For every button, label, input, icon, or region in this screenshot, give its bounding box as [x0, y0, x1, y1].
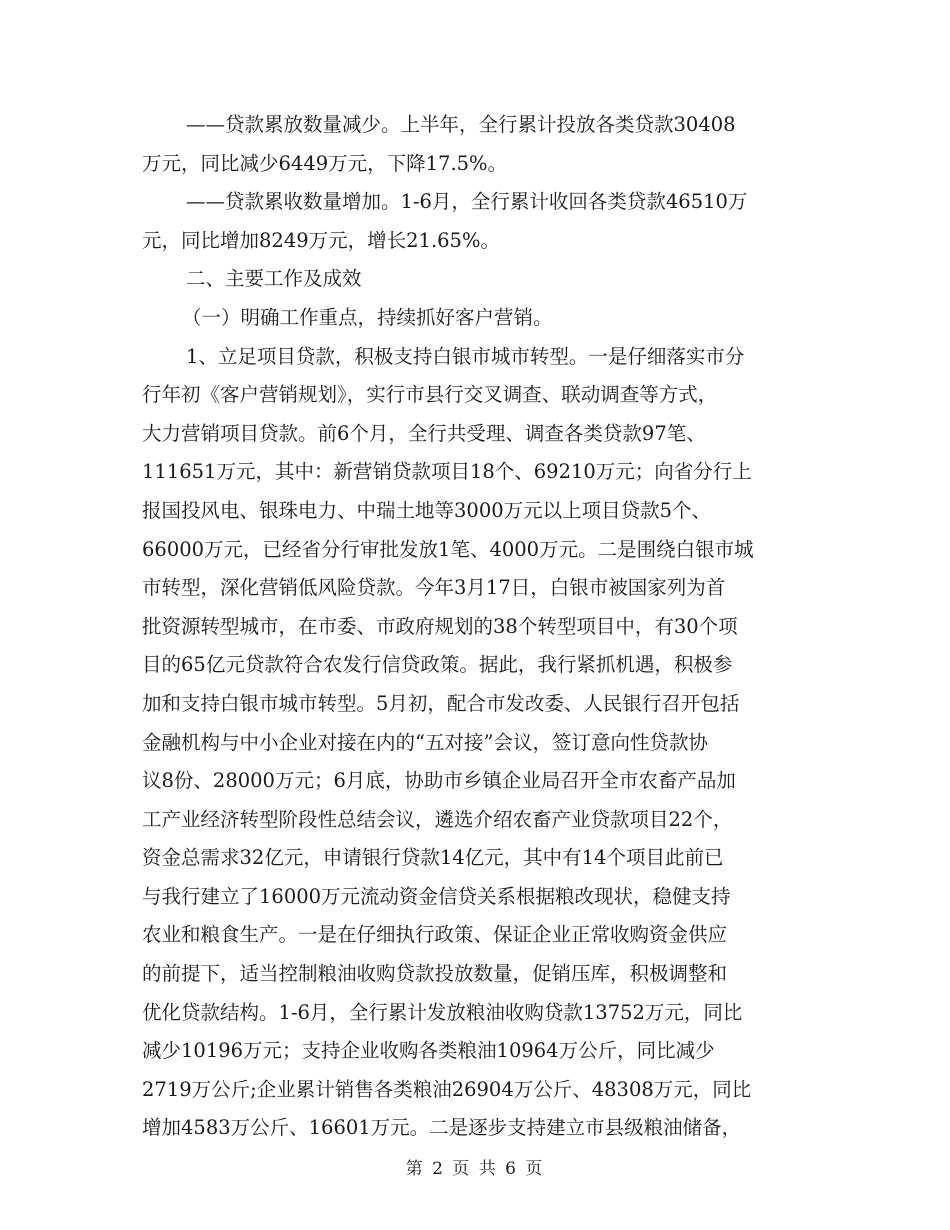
paragraph-line: 增加4583万公斤、16601万元。二是逐步支持建立市县级粮油储备， — [142, 1116, 742, 1140]
paragraph-line: 议8份、28000万元；6月底，协助市乡镇企业局召开全市农畜产品加 — [142, 769, 736, 793]
paragraph-line: 金融机构与中小企业对接在内的“五对接”会议，签订意向性贷款协 — [142, 730, 708, 754]
document-body — [142, 106, 810, 1148]
paragraph-line: 报国投风电、银珠电力、中瑞土地等3000万元以上项目贷款5个、 — [142, 498, 712, 522]
paragraph-line: 工产业经济转型阶段性总结会议，遴选介绍农畜产业贷款项目22个， — [142, 807, 733, 831]
paragraph-line: 元，同比增加8249万元，增长21.65%。 — [142, 228, 500, 252]
paragraph-line: 减少10196万元；支持企业收购各类粮油10964万公斤，同比减少 — [142, 1039, 715, 1063]
paragraph-line: 优化贷款结构。1-6月，全行累计发放粮油收购贷款13752万元，同比 — [142, 1000, 743, 1024]
paragraph-line: 资金总需求32亿元，申请银行贷款14亿元，其中有14个项目此前已 — [142, 846, 724, 870]
paragraph-line: 2719万公斤;企业累计销售各类粮油26904万公斤、48308万元，同比 — [142, 1077, 752, 1101]
paragraph-line: 目的65亿元贷款符合农发行信贷政策。据此，我行紧抓机遇，积极参 — [142, 653, 733, 677]
paragraph-line: 1、立足项目贷款，积极支持白银市城市转型。一是仔细落实市分 — [186, 344, 745, 368]
paragraph-line: 与我行建立了16000万元流动资金信贷关系根据粮改现状，稳健支持 — [142, 884, 731, 908]
paragraph-line: 农业和粮食生产。一是在仔细执行政策、保证企业正常收购资金供应 — [142, 923, 728, 947]
subsection-heading: （一）明确工作重点，持续抓好客户营销。 — [182, 305, 553, 329]
paragraph-line: 的前提下，适当控制粮油收购贷款投放数量，促销压库，积极调整和 — [142, 962, 728, 986]
paragraph-line: ——贷款累收数量增加。1-6月，全行累计收回各类贷款46510万 — [186, 190, 748, 214]
paragraph-line: 批资源转型城市，在市委、市政府规划的38个转型项目中，有30个项 — [142, 614, 738, 638]
paragraph-line: 66000万元，已经省分行审批发放1笔、4000万元。二是围绕白银市城 — [142, 537, 754, 561]
paragraph-line: 市转型，深化营销低风险贷款。今年3月17日，白银市被国家列为首 — [142, 576, 726, 600]
section-heading: 二、主要工作及成效 — [186, 267, 362, 291]
paragraph-line: 111651万元，其中：新营销贷款项目18个、69210万元；向省分行上 — [142, 460, 752, 484]
page-number-footer: 第 2 页 共 6 页 — [405, 1159, 545, 1179]
paragraph-line: 大力营销项目贷款。前6个月，全行共受理、调查各类贷款97笔、 — [142, 421, 706, 445]
paragraph-line: 万元，同比减少6449万元，下降17.5%。 — [142, 151, 508, 175]
paragraph-line: 行年初《客户营销规划》，实行市县行交叉调查、联动调查等方式， — [142, 383, 718, 407]
paragraph-line: ——贷款累放数量减少。上半年，全行累计投放各类贷款30408 — [186, 113, 736, 136]
paragraph-line: 加和支持白银市城市转型。5月初，配合市发改委、人民银行召开包括 — [142, 691, 740, 715]
